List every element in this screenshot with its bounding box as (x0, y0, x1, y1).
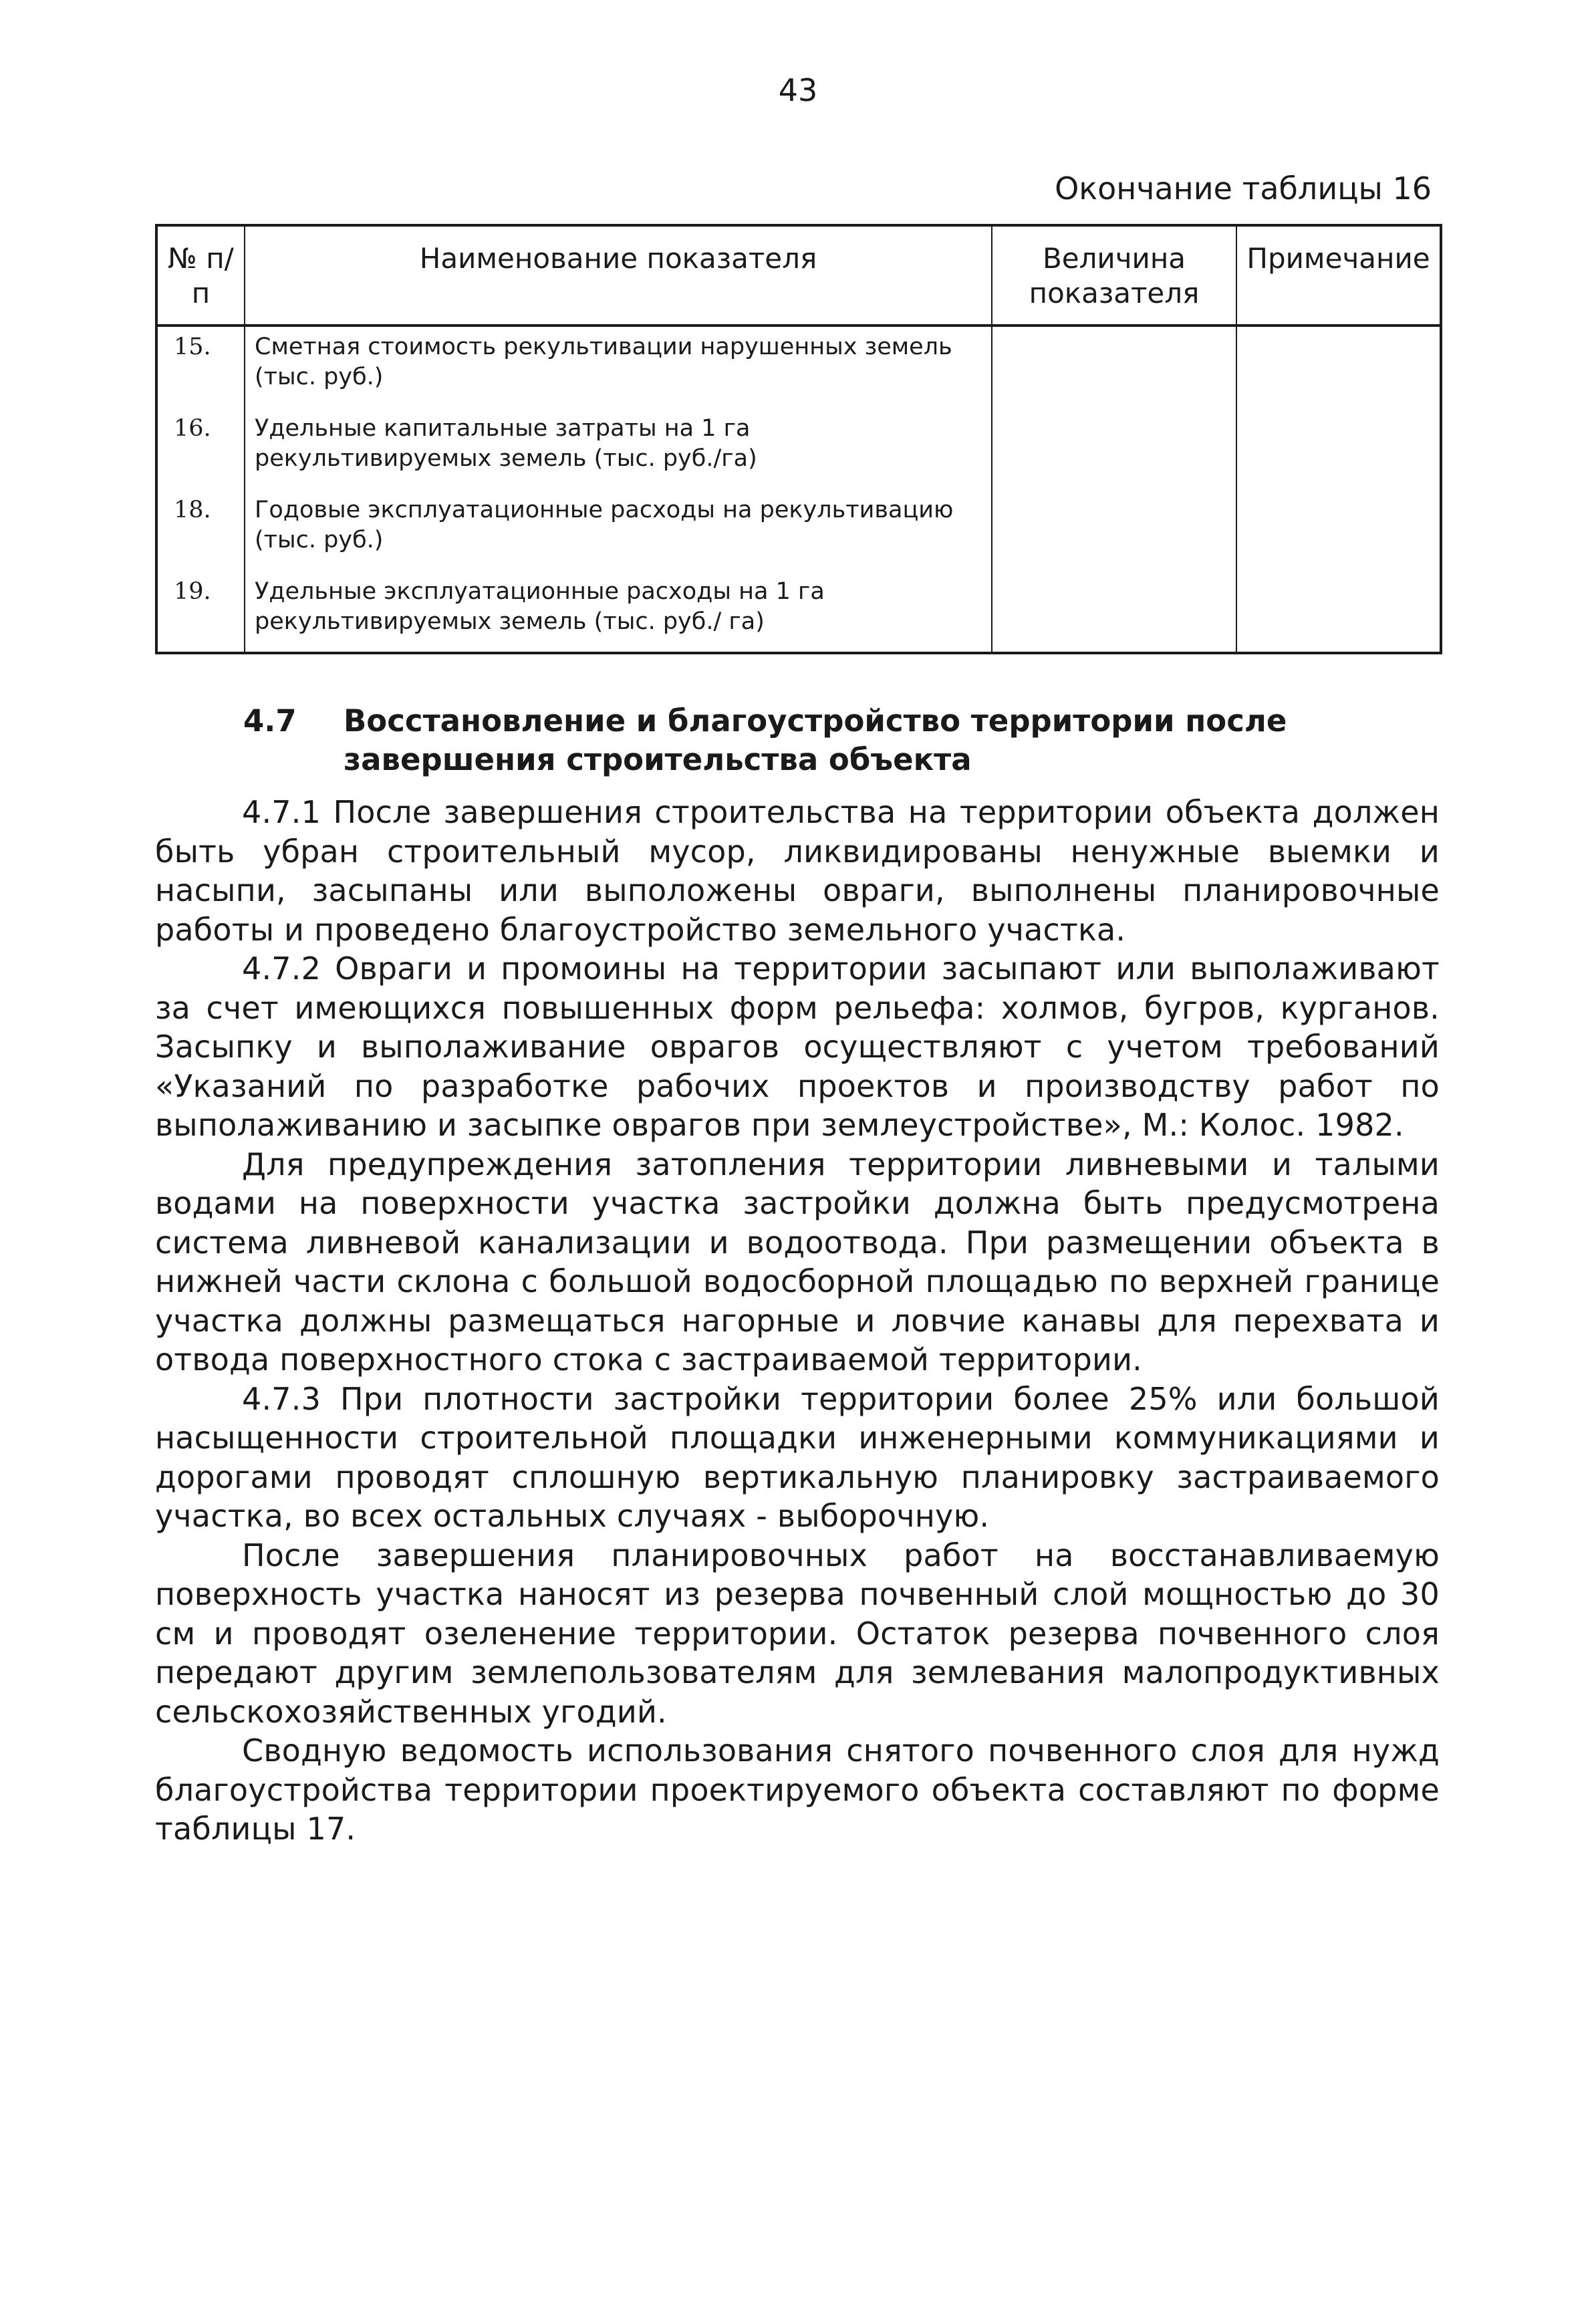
paragraph-drainage: Для предупреждения затопления территории ливневыми и талыми водами на поверхности участка застройки должна быть предусмотрена система ливневой канализации и водоотвода. При размещении объекта в нижней части склона с большой водосборной площадью по верхней границе участка должны размещаться нагорные и ловчие канавы для перехвата и отвода поверхностного стока с застраиваемой территории. (155, 1146, 1440, 1378)
row-name: Годовые эксплуатационные расходы на рекультивацию (тыс. руб.) (245, 485, 992, 566)
section-heading (155, 702, 1440, 779)
row-name: Удельные эксплуатационные расходы на 1 га рекультивируемых земель (тыс. руб./ га) (245, 566, 992, 653)
paragraph-soil-layer: После завершения планировочных работ на восстанавливаемую поверхность участка наносят из резерва почвенный слой мощностью до 30 см и проводят озеленение территории. Остаток резерва почвенного слоя передают другим землепользователям для землевания малопродуктивных сельскохозяйственных угодий. (155, 1537, 1440, 1730)
row-value (992, 326, 1236, 403)
paragraph-4-7-1: 4.7.1 После завершения строительства на территории объекта должен быть убран строительный мусор, ликвидированы ненужные выемки и насыпи, засыпаны или выположены овраги, выполнены планировочные работы и проведено благоустройство земельного участка. (155, 794, 1440, 948)
header-num: № п/п (156, 225, 245, 326)
table-row (156, 403, 1441, 485)
row-name: Удельные капитальные затраты на 1 га рекультивируемых земель (тыс. руб./га) (245, 403, 992, 485)
row-note (1236, 326, 1441, 403)
row-num: 15. (156, 326, 245, 403)
row-name: Сметная стоимость рекультивации нарушенных земель (тыс. руб.) (245, 326, 992, 403)
header-note: Примечание (1236, 225, 1441, 326)
section-4-7 (155, 702, 1440, 1849)
row-num: 18. (156, 485, 245, 566)
row-num: 16. (156, 403, 245, 485)
table-caption: Окончание таблицы 16 (1055, 170, 1432, 207)
page-number: 43 (778, 72, 818, 108)
row-note (1236, 566, 1441, 653)
header-value: Величина показателя (992, 225, 1236, 326)
row-note (1236, 403, 1441, 485)
paragraph-4-7-2: 4.7.2 Овраги и промоины на территории засыпают или выполаживают за счет имеющихся повышенных форм рельефа: холмов, бугров, курганов. Засыпку и выполаживание оврагов осуществляют с учетом требований «Указаний по разработке рабочих проектов и производству работ по выполаживанию и засыпке оврагов при землеустройстве», М.: Колос. 1982. (155, 950, 1440, 1143)
row-num: 19. (156, 566, 245, 653)
row-value (992, 403, 1236, 485)
row-note (1236, 485, 1441, 566)
table-header-row (156, 225, 1441, 326)
table-row (156, 326, 1441, 403)
indicators-table (155, 224, 1442, 654)
table-row (156, 485, 1441, 566)
table-row (156, 566, 1441, 653)
row-value (992, 566, 1236, 653)
section-title: Восстановление и благоустройство территории после завершения строительства объекта (344, 703, 1287, 777)
header-name: Наименование показателя (245, 225, 992, 326)
paragraph-4-7-3: 4.7.3 При плотности застройки территории более 25% или большой насыщенности строительной площадки инженерными коммуникациями и дорогами проводят сплошную вертикальную планировку застраиваемого участка, во всех остальных случаях - выборочную. (155, 1380, 1440, 1534)
paragraph-summary-sheet: Сводную ведомость использования снятого почвенного слоя для нужд благоустройства территории проектируемого объекта составляют по форме таблицы 17. (155, 1732, 1440, 1847)
row-value (992, 485, 1236, 566)
section-number: 4.7 (243, 703, 297, 739)
